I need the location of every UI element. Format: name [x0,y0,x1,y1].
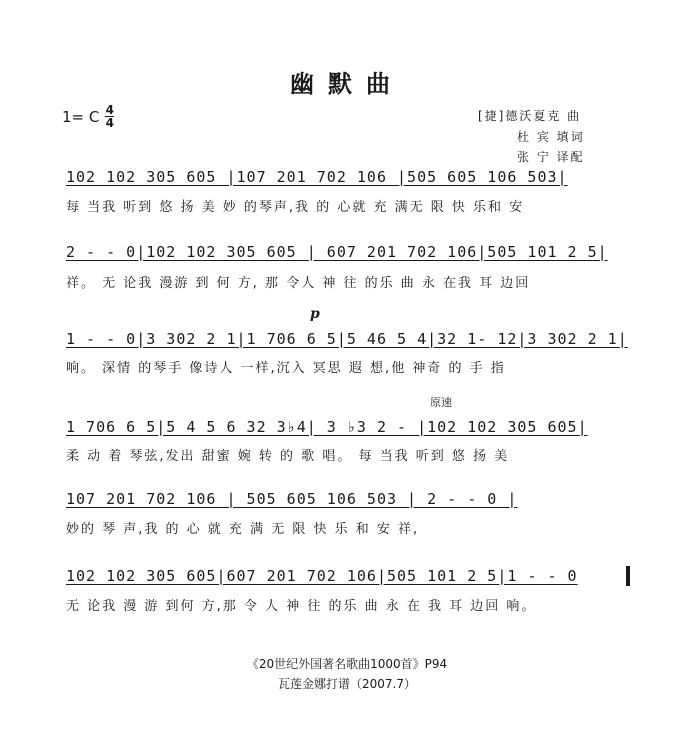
lyrics-line-2: 祥。 无 论我 漫游 到 何 方, 那 令人 神 往 的乐 曲 永 在我 耳 边回 [66,276,531,291]
time-numerator: 4 [105,103,115,117]
lyrics-line-4: 柔 动 着 琴弦,发出 甜蜜 婉 转 的 歌 唱。 每 当我 听到 悠 扬 美 [66,449,510,464]
notation-line-5: 107 201 702 106 | 505 605 106 503 | 2 - - 0 | [66,490,518,508]
notation-line-1: 102 102 305 605 |107 201 702 106 |505 605 106 503| [66,168,568,186]
typeset-credit: 瓦莲金娜打谱（2007.7） [278,677,416,691]
notation-line-2: 2 - - 0|102 102 305 605 | 607 201 702 106|505 101 2 5| [66,243,608,261]
song-title: 幽默曲 [290,69,404,98]
dynamic-piano: p [310,306,320,322]
notation-line-6: 102 102 305 605|607 201 702 106|505 101 2 5|1 - - 0 [66,567,578,585]
key-label: 1= C [62,107,100,126]
key-signature [62,104,114,129]
source-book: 《20世纪外国著名歌曲1000首》P94 [246,657,448,671]
lyricist-credit: 杜 宾 填词 [517,130,585,144]
time-signature [105,104,114,129]
final-barline [626,566,630,586]
lyrics-line-3: 响。 深情 的琴手 像诗人 一样,沉入 冥思 遐 想,他 神奇 的 手 指 [66,361,506,376]
tempo-marking: 原速 [430,396,452,409]
notation-line-4: 1 706 6 5|5 4 5 6 32 3♭4| 3 ♭3 2 - |102 102 305 605| [66,418,588,436]
lyrics-line-6: 无 论我 漫 游 到何 方,那 令 人 神 往 的乐 曲 永 在 我 耳 边回 响。 [66,599,537,614]
lyrics-line-5: 妙的 琴 声,我 的 心 就 充 满 无 限 快 乐 和 安 祥, [66,522,420,537]
time-denominator: 4 [105,116,115,130]
composer-credit: [捷]德沃夏克 曲 [478,109,582,123]
notation-line-3: 1 - - 0|3 302 2 1|1 706 6 5|5 46 5 4|32 1- 12|3 302 2 1| [66,330,628,348]
lyrics-line-1: 每 当我 听到 悠 扬 美 妙 的琴声,我 的 心就 充 满无 限 快 乐和 安 [66,200,525,215]
arranger-credit: 张 宁 译配 [517,150,585,164]
